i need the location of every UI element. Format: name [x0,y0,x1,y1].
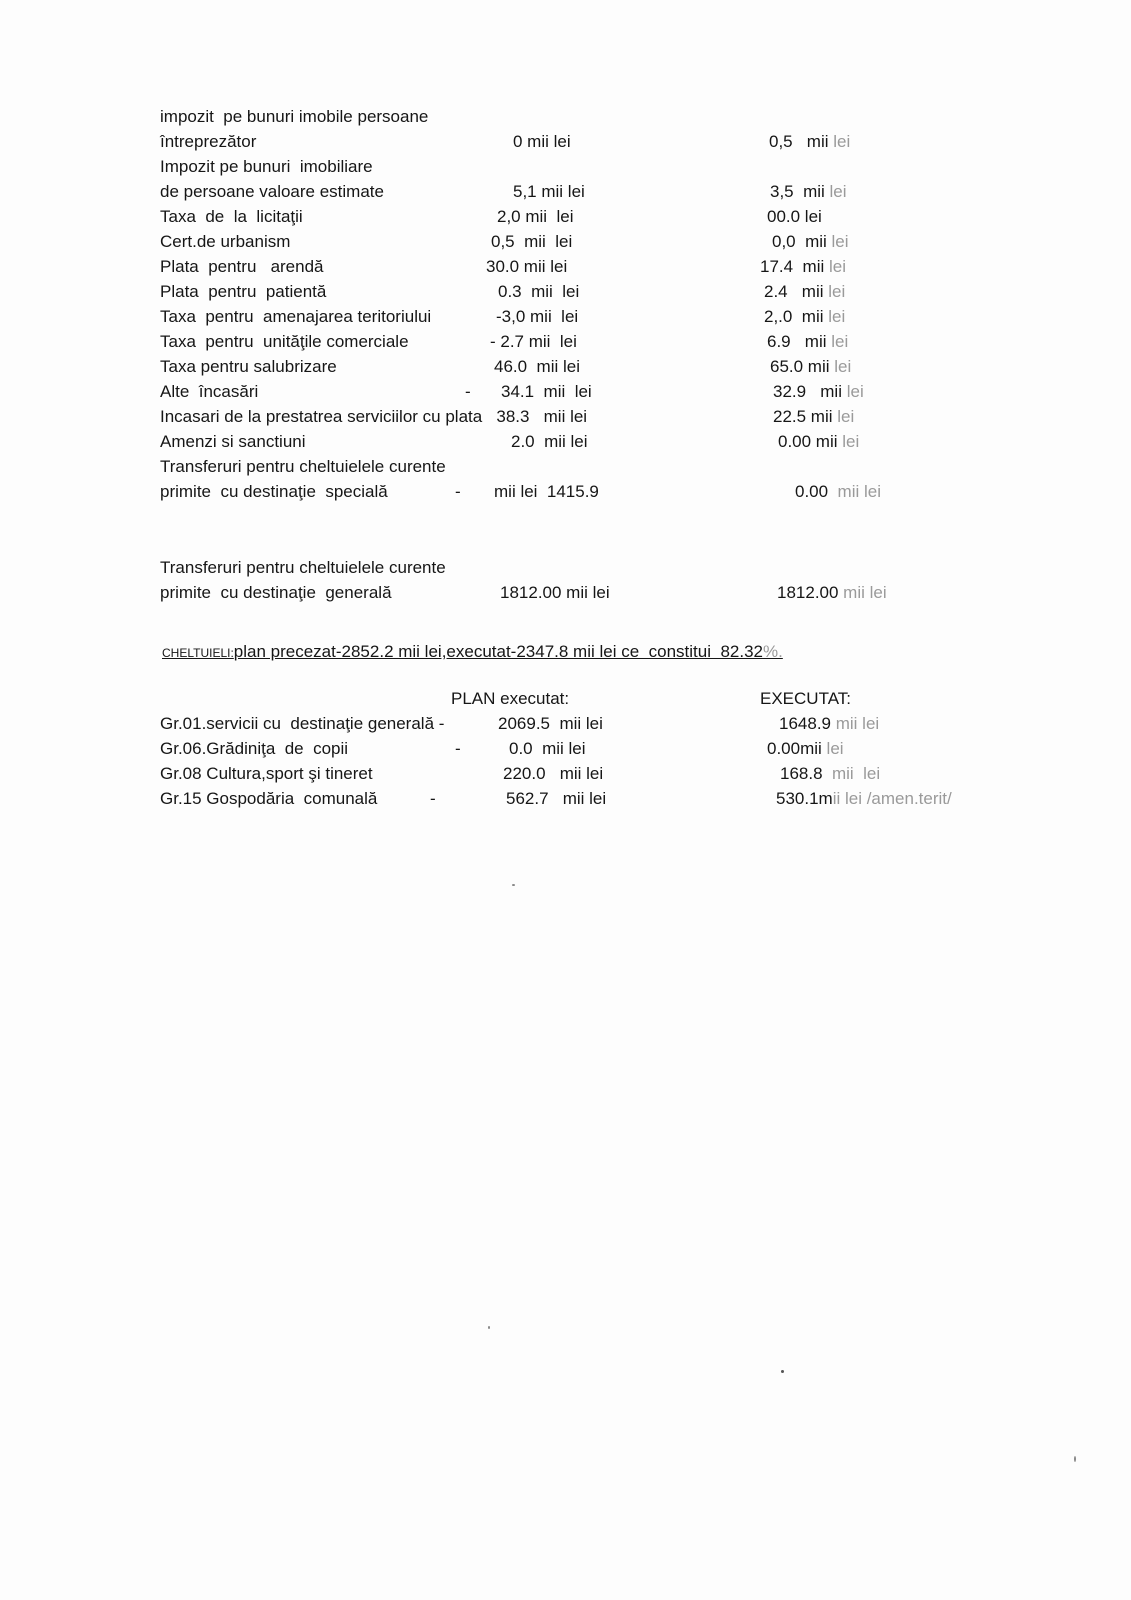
income-row-plan: 0 mii lei [513,132,571,151]
expense-row-plan: 2069.5 mii lei [498,714,603,733]
income-row-label: Plata pentru patientă [160,282,327,301]
scan-speck [512,884,515,886]
expense-row-plan: 562.7 mii lei [506,789,607,808]
income-row-plan: 5,1 mii lei [513,182,585,201]
expense-row-executed: 168.8 mii lei [780,764,881,783]
expense-row-dash: - [455,739,461,758]
expense-row-dash: - [430,789,436,808]
income-row-label: Transferuri pentru cheltuielele curente [160,457,446,476]
income-row-label: Plata pentru arendă [160,257,324,276]
scan-speck [781,1370,784,1373]
expense-row-label: Gr.01.servicii cu destinaţie generală - [160,714,445,733]
column-header-plan: PLAN executat: [451,689,570,708]
income-row-plan: - 2.7 mii lei [490,332,577,351]
income-row-plan: 46.0 mii lei [494,357,580,376]
income-row-label: Impozit pe bunuri imobiliare [160,157,373,176]
expense-row-plan: 220.0 mii lei [503,764,604,783]
income-row-executed: 2,.0 mii lei [764,307,846,326]
income-row-executed: 2.4 mii lei [764,282,846,301]
income-row-plan: 30.0 mii lei [486,257,568,276]
income-row-plan: -3,0 mii lei [496,307,579,326]
income-row-executed: 6.9 mii lei [767,332,849,351]
income-row-executed: 22.5 mii lei [773,407,855,426]
expense-row-executed: 0.00mii lei [767,739,844,758]
income-row-label: Taxa pentru salubrizare [160,357,337,376]
income-row-executed: 17.4 mii lei [760,257,846,276]
expenses-heading: CHELTUIELI:plan precezat-2852.2 mii lei,executat-2347.8 mii lei ce constitui 82.32%. [162,642,783,661]
income-row-plan: mii lei 1415.9 [494,482,599,501]
expense-row-plan: 0.0 mii lei [509,739,586,758]
transfer-general-line1: Transferuri pentru cheltuielele curente [160,558,446,577]
income-row-plan: 0.3 mii lei [498,282,580,301]
scan-speck [488,1326,490,1329]
income-row-label: Taxa de la licitaţii [160,207,303,226]
income-row-executed: 3,5 mii lei [770,182,847,201]
income-row-executed: 00.0 lei [767,207,822,226]
income-row-label: Cert.de urbanism [160,232,291,251]
income-row-dash: - [455,482,461,501]
income-row-plan: 34.1 mii lei [501,382,592,401]
income-row-plan: 2,0 mii lei [497,207,574,226]
income-row-executed: 0.00 mii lei [778,432,860,451]
income-row-label: Incasari de la prestatrea serviciilor cu plata 38.3 mii lei [160,407,588,426]
transfer-general-executed: 1812.00 mii lei [777,583,887,602]
expense-row-label: Gr.08 Cultura,sport şi tineret [160,764,373,783]
income-row-executed: 0.00 mii lei [795,482,881,501]
expense-row-executed: 530.1mii lei /amen.terit/ [776,789,952,808]
income-row-executed: 65.0 mii lei [770,357,852,376]
scan-speck [1074,1456,1076,1462]
income-row-plan: 2.0 mii lei [511,432,588,451]
income-row-label: impozit pe bunuri imobile persoane [160,107,429,126]
income-row-dash: - [465,382,471,401]
expense-row-label: Gr.06.Grădiniţa de copii [160,739,349,758]
expense-row-label: Gr.15 Gospodăria comunală [160,789,378,808]
income-row-plan: 0,5 mii lei [491,232,573,251]
income-row-label: Amenzi si sanctiuni [160,432,306,451]
transfer-general-line2: primite cu destinaţie generală [160,583,392,602]
transfer-general-plan: 1812.00 mii lei [500,583,610,602]
income-row-label: întreprezător [160,132,257,151]
income-row-label: Taxa pentru unităţile comerciale [160,332,409,351]
income-row-executed: 0,0 mii lei [772,232,849,251]
expense-row-executed: 1648.9 mii lei [779,714,880,733]
income-row-label: Taxa pentru amenajarea teritoriului [160,307,432,326]
income-row-label: de persoane valoare estimate [160,182,384,201]
income-row-label: primite cu destinaţie specială [160,482,388,501]
income-row-label: Alte încasări [160,382,259,401]
column-header-executed: EXECUTAT: [760,689,851,708]
income-row-executed: 0,5 mii lei [769,132,851,151]
income-row-executed: 32.9 mii lei [773,382,864,401]
